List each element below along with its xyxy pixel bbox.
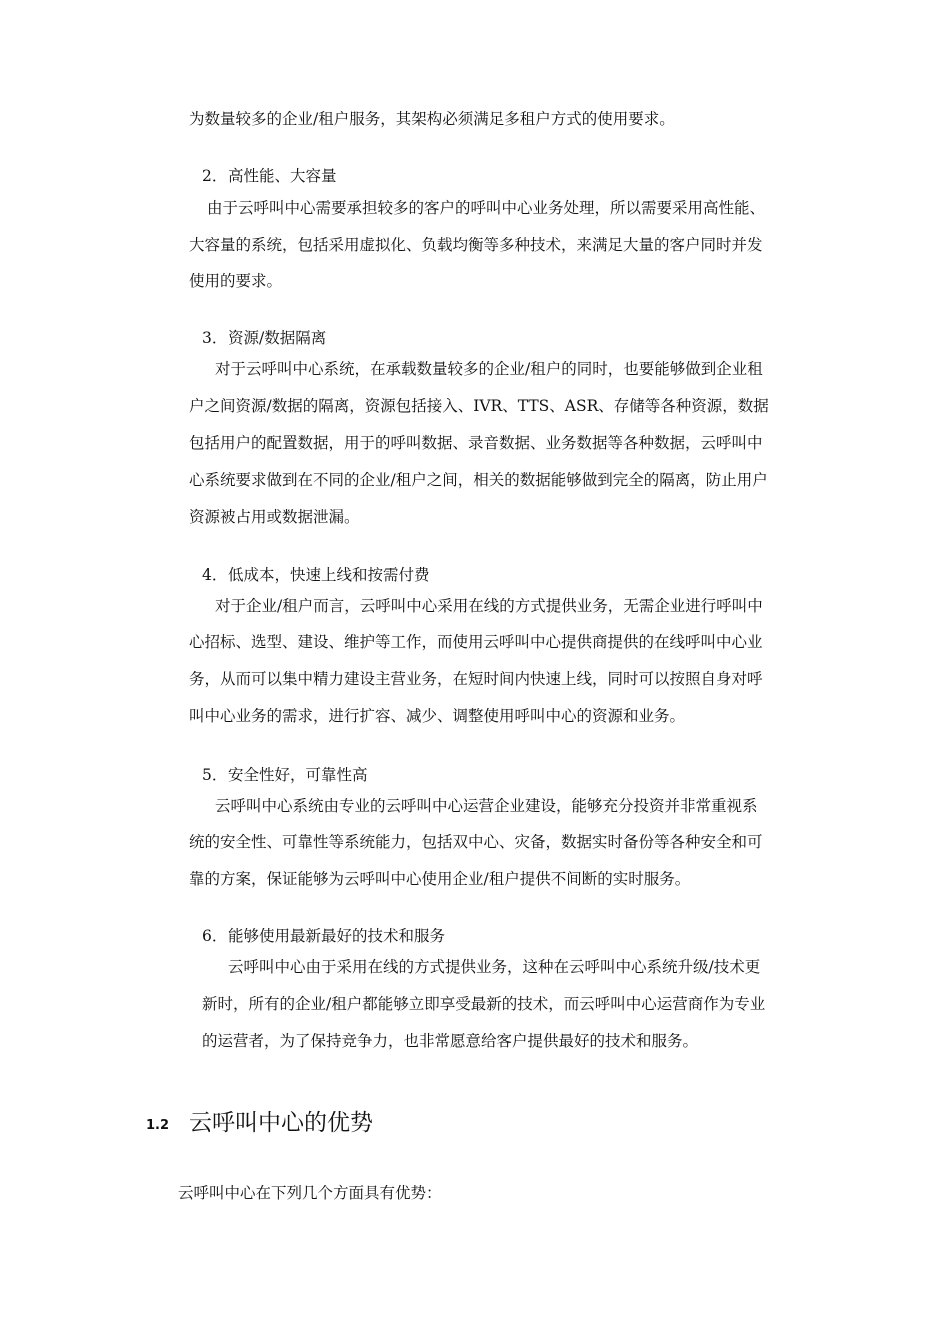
list-item-number: 6． bbox=[202, 927, 228, 945]
paragraph-line: 包括用户的配置数据，用于的呼叫数据、录音数据、业务数据等各种数据，云呼叫中 bbox=[189, 434, 763, 452]
list-item-title: 安全性好，可靠性高 bbox=[228, 766, 368, 784]
paragraph-line: 云呼叫中心由于采用在线的方式提供业务，这种在云呼叫中心系统升级/技术更 bbox=[228, 958, 761, 976]
list-item-title: 资源/数据隔离 bbox=[228, 329, 327, 347]
paragraph-line: 大容量的系统，包括采用虚拟化、负载均衡等多种技术，来满足大量的客户同时并发 bbox=[189, 236, 763, 254]
paragraph-line: 心招标、选型、建设、维护等工作，而使用云呼叫中心提供商提供的在线呼叫中心业 bbox=[189, 633, 763, 651]
list-item-heading bbox=[202, 166, 337, 186]
list-item-title: 低成本，快速上线和按需付费 bbox=[228, 566, 430, 584]
paragraph-line: 资源被占用或数据泄漏。 bbox=[189, 508, 360, 526]
paragraph-line: 新时，所有的企业/租户都能够立即享受最新的技术，而云呼叫中心运营商作为专业 bbox=[202, 995, 766, 1013]
paragraph-line: 统的安全性、可靠性等系统能力，包括双中心、灾备，数据实时备份等各种安全和可 bbox=[189, 833, 763, 851]
list-item-heading bbox=[202, 565, 430, 585]
paragraph-line: 户之间资源/数据的隔离，资源包括接入、IVR、TTS、ASR、存储等各种资源，数据 bbox=[189, 397, 769, 415]
paragraph-line: 叫中心业务的需求，进行扩容、减少、调整使用呼叫中心的资源和业务。 bbox=[189, 707, 686, 725]
section-intro: 云呼叫中心在下列几个方面具有优势： bbox=[178, 1184, 442, 1202]
paragraph-line: 对于企业/租户而言，云呼叫中心采用在线的方式提供业务，无需企业进行呼叫中 bbox=[215, 597, 763, 615]
paragraph-line: 使用的要求。 bbox=[189, 272, 283, 290]
section-title: 云呼叫中心的优势 bbox=[189, 1110, 373, 1136]
list-item-heading bbox=[202, 926, 445, 946]
paragraph-line: 的运营者，为了保持竞争力，也非常愿意给客户提供最好的技术和服务。 bbox=[202, 1032, 699, 1050]
list-item-heading bbox=[202, 328, 326, 348]
list-item-number: 4． bbox=[202, 566, 228, 584]
list-item-heading bbox=[202, 765, 368, 785]
paragraph-line: 务，从而可以集中精力建设主营业务，在短时间内快速上线，同时可以按照自身对呼 bbox=[189, 670, 763, 688]
list-item-number: 5． bbox=[202, 766, 228, 784]
paragraph-line: 靠的方案，保证能够为云呼叫中心使用企业/租户提供不间断的实时服务。 bbox=[189, 870, 691, 888]
section-number: 1.2 bbox=[146, 1118, 170, 1133]
list-item-number: 3． bbox=[202, 329, 228, 347]
list-item-title: 高性能、大容量 bbox=[228, 167, 337, 185]
paragraph-line: 云呼叫中心系统由专业的云呼叫中心运营企业建设，能够充分投资并非常重视系 bbox=[215, 797, 758, 815]
paragraph-line: 对于云呼叫中心系统，在承载数量较多的企业/租户的同时，也要能够做到企业租 bbox=[215, 360, 763, 378]
paragraph-line: 由于云呼叫中心需要承担较多的客户的呼叫中心业务处理，所以需要采用高性能、 bbox=[207, 199, 766, 217]
paragraph-line: 心系统要求做到在不同的企业/租户之间，相关的数据能够做到完全的隔离，防止用户 bbox=[189, 471, 768, 489]
paragraph-line: 为数量较多的企业/租户服务，其架构必须满足多租户方式的使用要求。 bbox=[189, 110, 675, 128]
list-item-number: 2． bbox=[202, 167, 228, 185]
list-item-title: 能够使用最新最好的技术和服务 bbox=[228, 927, 446, 945]
